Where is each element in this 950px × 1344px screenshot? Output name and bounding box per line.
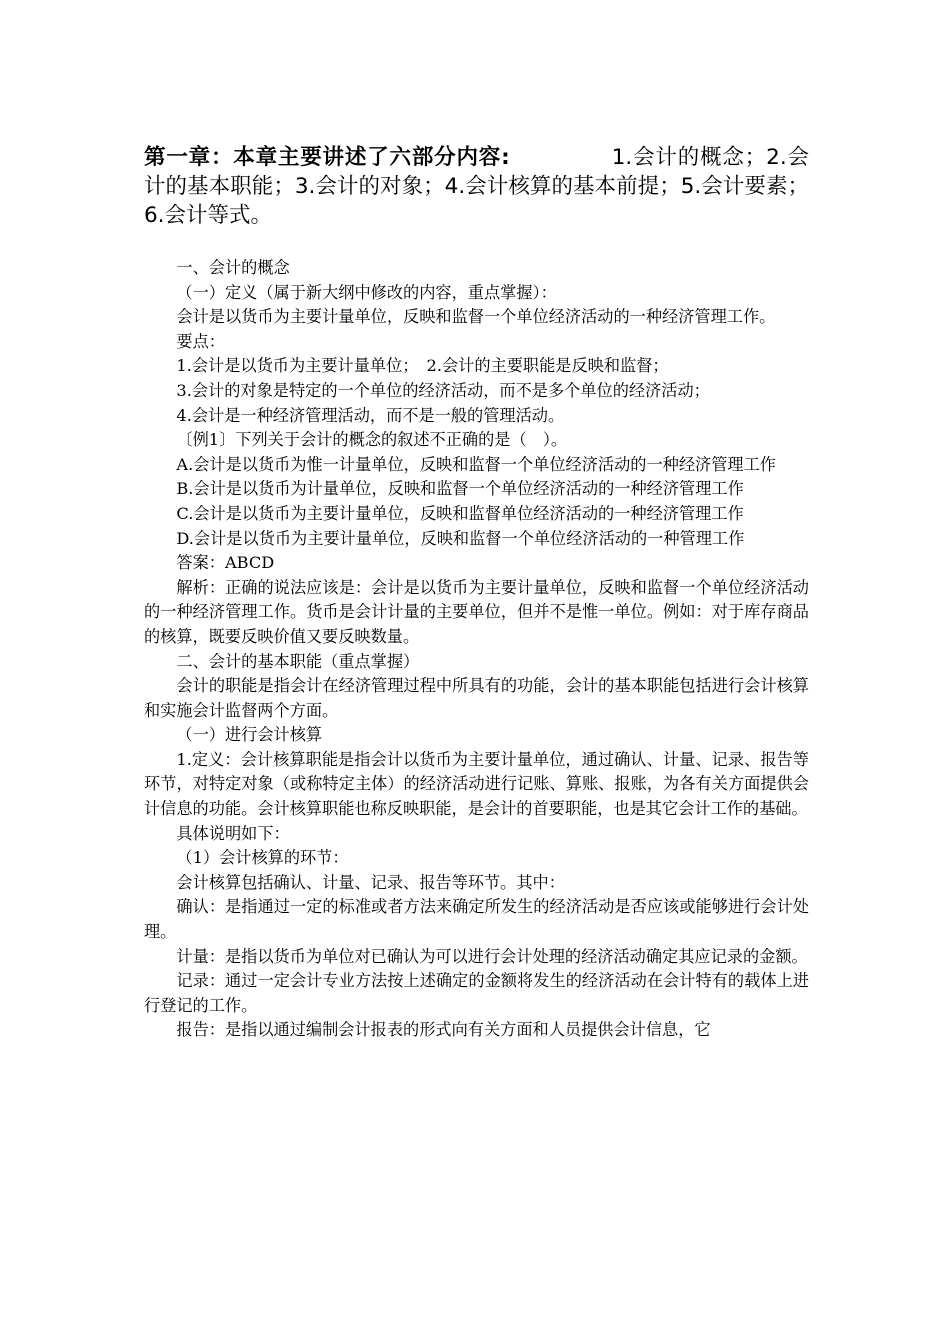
- paragraph-measurement: 计量：是指以货币为单位对已确认为可以进行会计处理的经济活动确定其应记录的金额。: [176, 946, 808, 966]
- chapter-summary-first: 1.会计的概念；: [611, 145, 767, 170]
- section-heading-concept: 一、会计的概念: [176, 258, 290, 277]
- subsection-steps: （1）会计核算的环节：: [176, 848, 349, 868]
- paragraph: 会计核算包括确认、计量、记录、报告等环节。其中：: [176, 872, 565, 892]
- option-a: A.会计是以货币为惟一计量单位，反映和监督一个单位经济活动的一种经济管理工作: [176, 454, 776, 474]
- chapter-summary-rest: 2.会计的基本职能；3.会计的对象；4.会计核算的基本前提；5.会计要素；6.会计等式。: [144, 145, 810, 228]
- answer: 答案：ABCD: [176, 553, 275, 573]
- option-c: C.会计是以货币为主要计量单位，反映和监督单位经济活动的一种经济管理工作: [176, 503, 744, 523]
- subsection-definition: （一）定义（属于新大纲中修改的内容，重点掌握）：: [176, 282, 557, 302]
- option-d: D.会计是以货币为主要计量单位，反映和监督一个单位经济活动的一种管理工作: [176, 528, 745, 548]
- key-point: 3.会计的对象是特定的一个单位的经济活动，而不是多个单位的经济活动；: [176, 380, 710, 400]
- key-points-label: 要点：: [176, 331, 225, 351]
- chapter-heading: [144, 143, 809, 230]
- paragraph: 具体说明如下：: [176, 823, 290, 843]
- option-b: B.会计是以货币为计量单位，反映和监督一个单位经济活动的一种经济管理工作: [176, 479, 744, 499]
- chapter-title: 第一章：本章主要讲述了六部分内容:: [144, 145, 510, 170]
- section-heading-functions: 二、会计的基本职能（重点掌握）: [176, 651, 420, 671]
- explanation: 解析：正确的说法应该是：会计是以货币为主要计量单位，反映和监督一个单位经济活动的一种经济管理工作。货币是会计计量的主要单位，但并不是惟一单位。例如：对于库存商品的核算，既要反映价值又要反映数量。: [144, 577, 809, 646]
- paragraph: 会计是以货币为主要计量单位，反映和监督一个单位经济活动的一种经济管理工作。: [176, 307, 776, 327]
- document-body: [144, 256, 809, 1043]
- document-page: [144, 143, 809, 1043]
- paragraph-recording: 记录：通过一定会计专业方法按上述确定的金额将发生的经济活动在会计特有的载体上进行登记的工作。: [144, 971, 809, 1015]
- paragraph: 会计的职能是指会计在经济管理过程中所具有的功能，会计的基本职能包括进行会计核算和实施会计监督两个方面。: [144, 676, 809, 720]
- paragraph-recognition: 确认：是指通过一定的标准或者方法来确定所发生的经济活动是否应该或能够进行会计处理。: [144, 897, 809, 942]
- subsection-accounting: （一）进行会计核算: [176, 725, 323, 745]
- key-point: 1.会计是以货币为主要计量单位； 2.会计的主要职能是反映和监督；: [176, 356, 669, 376]
- paragraph-reporting: 报告：是指以通过编制会计报表的形式向有关方面和人员提供会计信息，它: [176, 1020, 711, 1040]
- example-question: 〔例1〕下列关于会计的概念的叙述不正确的是（ ）。: [176, 430, 568, 450]
- paragraph: 1.定义：会计核算职能是指会计以货币为主要计量单位，通过确认、计量、记录、报告等环节，对特定对象（或称特定主体）的经济活动进行记账、算账、报账，为各有关方面提供会计信息的功能。会计核算职能也称反映职能，是会计的首要职能，也是其它会计工作的基础。: [144, 749, 809, 819]
- key-point: 4.会计是一种经济管理活动，而不是一般的管理活动。: [176, 405, 565, 425]
